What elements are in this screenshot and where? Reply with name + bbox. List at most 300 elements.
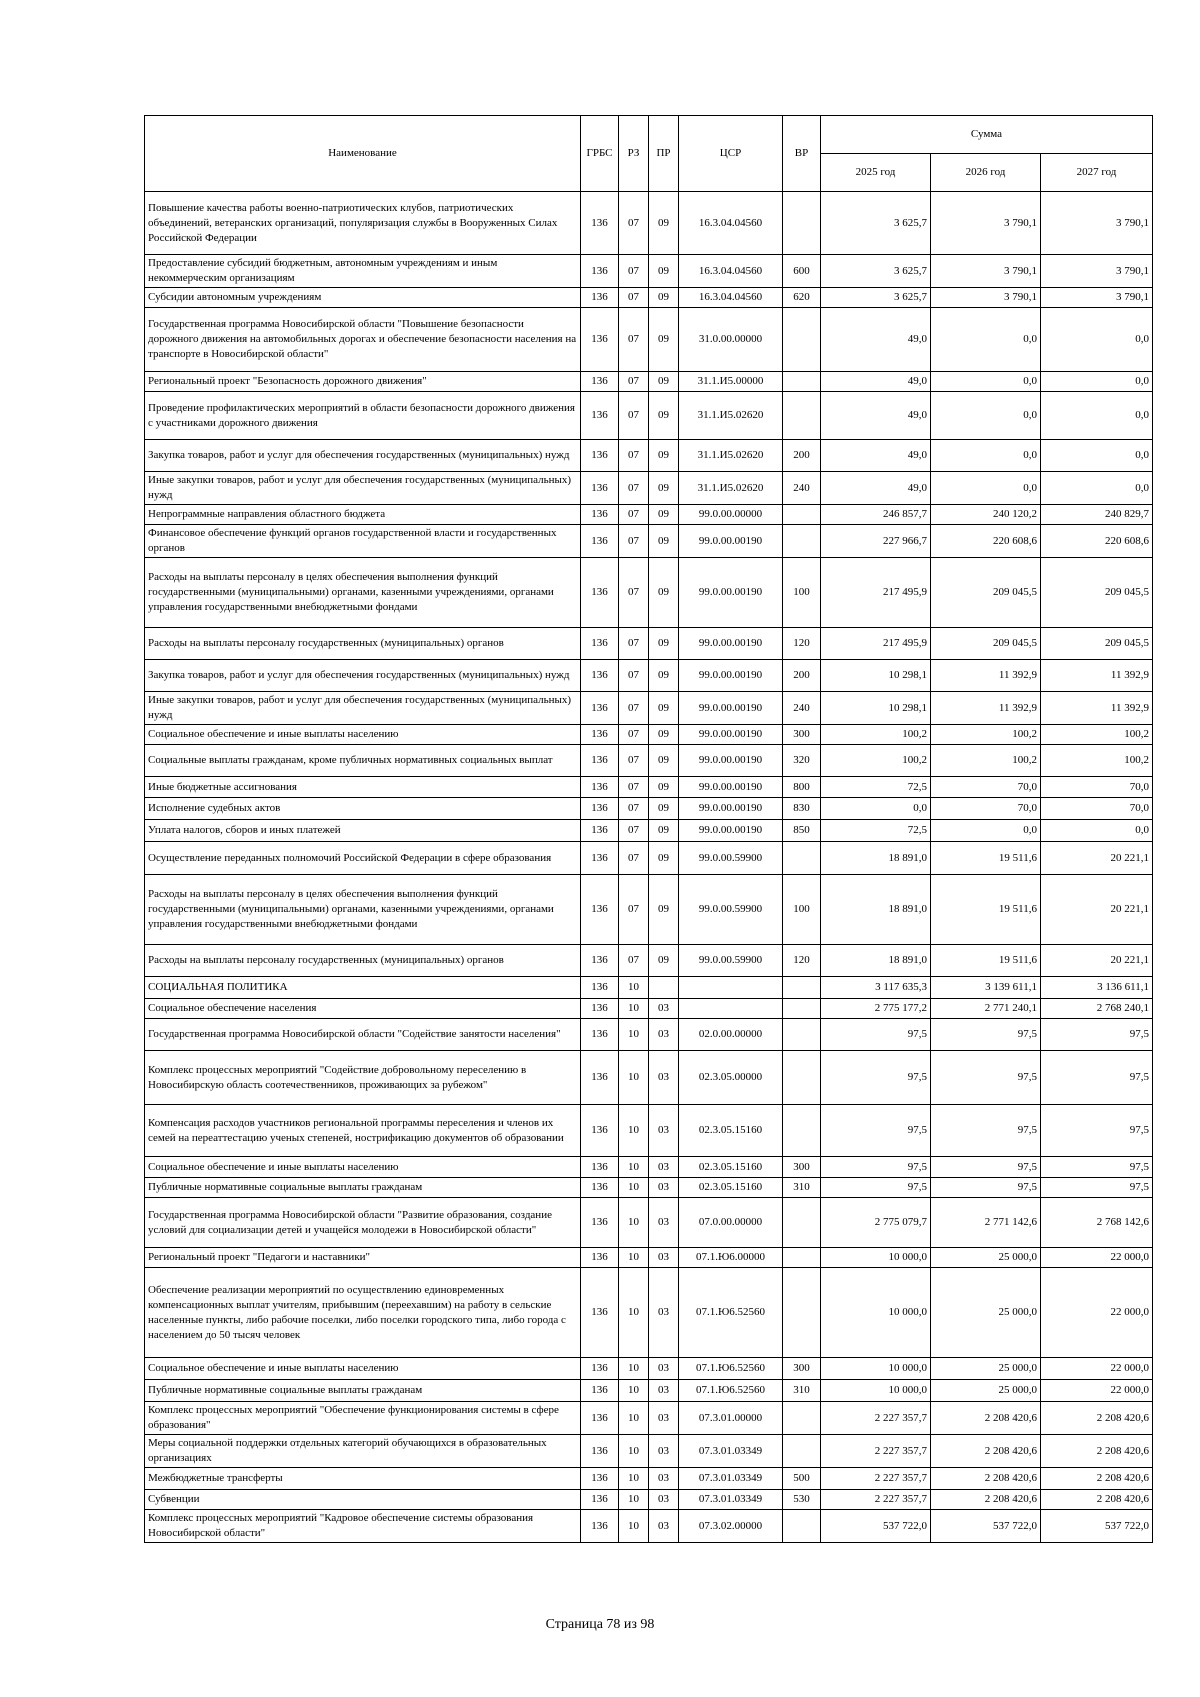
cell-2026: 2 208 420,6 [931, 1490, 1041, 1510]
cell-2026: 209 045,5 [931, 628, 1041, 660]
cell-grbs: 136 [581, 472, 619, 505]
cell-grbs: 136 [581, 1490, 619, 1510]
cell-name: Комплекс процессных мероприятий "Обеспечение функционирования системы в сфере образования" [145, 1402, 581, 1435]
cell-2027: 209 045,5 [1041, 628, 1153, 660]
cell-2027: 0,0 [1041, 308, 1153, 372]
cell-2027: 20 221,1 [1041, 945, 1153, 977]
cell-grbs: 136 [581, 288, 619, 308]
cell-rz: 10 [619, 1268, 649, 1358]
cell-pr: 09 [649, 745, 679, 777]
cell-2027: 22 000,0 [1041, 1380, 1153, 1402]
cell-2025: 2 775 177,2 [821, 999, 931, 1019]
header-vr: ВР [783, 116, 821, 192]
header-pr: ПР [649, 116, 679, 192]
cell-csr: 07.3.02.00000 [679, 1510, 783, 1543]
cell-vr: 240 [783, 692, 821, 725]
cell-name: Комплекс процессных мероприятий "Кадровое обеспечение системы образования Новосибирской области" [145, 1510, 581, 1543]
cell-grbs: 136 [581, 777, 619, 798]
cell-vr [783, 977, 821, 999]
cell-2025: 97,5 [821, 1178, 931, 1198]
cell-vr [783, 1435, 821, 1468]
cell-2027: 3 790,1 [1041, 192, 1153, 255]
cell-grbs: 136 [581, 1105, 619, 1157]
cell-csr: 99.0.00.00190 [679, 798, 783, 820]
cell-csr: 07.3.01.03349 [679, 1468, 783, 1490]
cell-csr: 31.1.И5.02620 [679, 440, 783, 472]
cell-name: Комплекс процессных мероприятий "Содействие добровольному переселению в Новосибирскую область соотечественников, проживающих за рубежом" [145, 1051, 581, 1105]
cell-rz: 07 [619, 472, 649, 505]
cell-name: Предоставление субсидий бюджетным, автономным учреждениям и иным некоммерческим организациям [145, 255, 581, 288]
table-row [145, 1157, 1153, 1178]
cell-2025: 227 966,7 [821, 525, 931, 558]
table-row [145, 820, 1153, 842]
cell-vr [783, 308, 821, 372]
cell-2026: 25 000,0 [931, 1358, 1041, 1380]
cell-vr: 850 [783, 820, 821, 842]
cell-csr: 99.0.00.00190 [679, 820, 783, 842]
cell-2025: 49,0 [821, 392, 931, 440]
cell-csr: 99.0.00.59900 [679, 842, 783, 875]
cell-csr: 31.1.И5.00000 [679, 372, 783, 392]
table-row [145, 745, 1153, 777]
cell-2026: 100,2 [931, 725, 1041, 745]
table-row [145, 1380, 1153, 1402]
cell-2027: 2 208 420,6 [1041, 1468, 1153, 1490]
cell-2026: 3 139 611,1 [931, 977, 1041, 999]
cell-2026: 19 511,6 [931, 945, 1041, 977]
cell-2027: 2 768 142,6 [1041, 1198, 1153, 1248]
cell-name: Осуществление переданных полномочий Российской Федерации в сфере образования [145, 842, 581, 875]
cell-2027: 2 208 420,6 [1041, 1402, 1153, 1435]
cell-2026: 240 120,2 [931, 505, 1041, 525]
cell-2025: 10 000,0 [821, 1380, 931, 1402]
cell-pr: 03 [649, 1358, 679, 1380]
cell-vr [783, 842, 821, 875]
cell-pr: 09 [649, 192, 679, 255]
cell-name: Расходы на выплаты персоналу в целях обеспечения выполнения функций государственными (муниципальными) органами, казенными учреждениями, органами управления государственными внебюджетными фондами [145, 558, 581, 628]
cell-pr: 09 [649, 255, 679, 288]
cell-csr: 07.3.01.03349 [679, 1435, 783, 1468]
cell-csr: 02.3.05.15160 [679, 1178, 783, 1198]
cell-2025: 49,0 [821, 472, 931, 505]
cell-vr [783, 372, 821, 392]
cell-2026: 11 392,9 [931, 692, 1041, 725]
cell-2026: 0,0 [931, 308, 1041, 372]
cell-2026: 0,0 [931, 820, 1041, 842]
cell-rz: 07 [619, 440, 649, 472]
cell-2026: 0,0 [931, 372, 1041, 392]
table-row [145, 628, 1153, 660]
cell-2027: 100,2 [1041, 745, 1153, 777]
cell-pr: 09 [649, 472, 679, 505]
cell-2026: 97,5 [931, 1051, 1041, 1105]
cell-2026: 70,0 [931, 777, 1041, 798]
cell-grbs: 136 [581, 1248, 619, 1268]
cell-rz: 07 [619, 725, 649, 745]
cell-name: Расходы на выплаты персоналу государственных (муниципальных) органов [145, 628, 581, 660]
cell-2026: 3 790,1 [931, 288, 1041, 308]
cell-grbs: 136 [581, 842, 619, 875]
cell-vr [783, 505, 821, 525]
cell-pr: 03 [649, 1490, 679, 1510]
cell-rz: 10 [619, 1490, 649, 1510]
budget-table [144, 115, 1153, 1543]
cell-pr: 03 [649, 1178, 679, 1198]
table-row [145, 777, 1153, 798]
cell-name: Иные закупки товаров, работ и услуг для обеспечения государственных (муниципальных) нужд [145, 472, 581, 505]
cell-2025: 2 227 357,7 [821, 1490, 931, 1510]
cell-rz: 07 [619, 372, 649, 392]
cell-rz: 10 [619, 1051, 649, 1105]
table-row [145, 308, 1153, 372]
table-row [145, 1468, 1153, 1490]
cell-rz: 07 [619, 525, 649, 558]
cell-2027: 2 208 420,6 [1041, 1490, 1153, 1510]
cell-csr [679, 999, 783, 1019]
cell-2027: 2 768 240,1 [1041, 999, 1153, 1019]
header-year-2025: 2025 год [821, 154, 931, 192]
table-body [145, 192, 1153, 1543]
cell-grbs: 136 [581, 1510, 619, 1543]
cell-2026: 220 608,6 [931, 525, 1041, 558]
cell-name: Социальное обеспечение и иные выплаты населению [145, 1157, 581, 1178]
cell-vr [783, 1248, 821, 1268]
cell-2027: 97,5 [1041, 1051, 1153, 1105]
cell-2025: 537 722,0 [821, 1510, 931, 1543]
cell-2025: 18 891,0 [821, 842, 931, 875]
cell-grbs: 136 [581, 1358, 619, 1380]
cell-rz: 10 [619, 1248, 649, 1268]
cell-grbs: 136 [581, 392, 619, 440]
cell-2027: 20 221,1 [1041, 875, 1153, 945]
cell-pr: 09 [649, 505, 679, 525]
cell-2025: 10 000,0 [821, 1248, 931, 1268]
cell-2026: 97,5 [931, 1019, 1041, 1051]
cell-vr [783, 1019, 821, 1051]
cell-grbs: 136 [581, 798, 619, 820]
cell-2026: 2 771 142,6 [931, 1198, 1041, 1248]
cell-2027: 11 392,9 [1041, 692, 1153, 725]
table-row [145, 1019, 1153, 1051]
cell-2027: 537 722,0 [1041, 1510, 1153, 1543]
cell-vr [783, 1051, 821, 1105]
header-grbs: ГРБС [581, 116, 619, 192]
cell-pr: 09 [649, 440, 679, 472]
cell-2025: 49,0 [821, 440, 931, 472]
cell-grbs: 136 [581, 1402, 619, 1435]
cell-pr: 09 [649, 875, 679, 945]
cell-2026: 25 000,0 [931, 1380, 1041, 1402]
cell-pr: 09 [649, 288, 679, 308]
table-row [145, 192, 1153, 255]
cell-rz: 07 [619, 192, 649, 255]
cell-2025: 18 891,0 [821, 945, 931, 977]
cell-2025: 246 857,7 [821, 505, 931, 525]
cell-pr: 09 [649, 777, 679, 798]
header-rz: РЗ [619, 116, 649, 192]
cell-name: Социальное обеспечение и иные выплаты населению [145, 725, 581, 745]
header-sum: Сумма [821, 116, 1153, 154]
cell-2026: 2 208 420,6 [931, 1435, 1041, 1468]
cell-2026: 3 790,1 [931, 192, 1041, 255]
cell-2026: 19 511,6 [931, 875, 1041, 945]
cell-2026: 0,0 [931, 392, 1041, 440]
cell-csr: 99.0.00.00190 [679, 660, 783, 692]
cell-csr: 16.3.04.04560 [679, 255, 783, 288]
cell-2025: 3 117 635,3 [821, 977, 931, 999]
cell-pr: 09 [649, 628, 679, 660]
cell-grbs: 136 [581, 945, 619, 977]
cell-pr: 03 [649, 1435, 679, 1468]
cell-grbs: 136 [581, 628, 619, 660]
cell-grbs: 136 [581, 505, 619, 525]
table-row [145, 558, 1153, 628]
table-row [145, 1178, 1153, 1198]
cell-name: Государственная программа Новосибирской области "Содействие занятости населения" [145, 1019, 581, 1051]
table-row [145, 1248, 1153, 1268]
cell-name: Закупка товаров, работ и услуг для обеспечения государственных (муниципальных) нужд [145, 440, 581, 472]
cell-rz: 07 [619, 288, 649, 308]
cell-2027: 3 790,1 [1041, 288, 1153, 308]
cell-name: Расходы на выплаты персоналу государственных (муниципальных) органов [145, 945, 581, 977]
cell-vr: 200 [783, 660, 821, 692]
cell-pr: 03 [649, 1248, 679, 1268]
table-row [145, 1510, 1153, 1543]
cell-2027: 209 045,5 [1041, 558, 1153, 628]
cell-grbs: 136 [581, 1178, 619, 1198]
cell-vr [783, 525, 821, 558]
cell-name: Субсидии автономным учреждениям [145, 288, 581, 308]
cell-grbs: 136 [581, 1051, 619, 1105]
cell-rz: 07 [619, 692, 649, 725]
cell-grbs: 136 [581, 1268, 619, 1358]
cell-name: Закупка товаров, работ и услуг для обеспечения государственных (муниципальных) нужд [145, 660, 581, 692]
cell-name: Компенсация расходов участников региональной программы переселения и членов их семей на переаттестацию ученых степеней, нострификацию документов об образовании [145, 1105, 581, 1157]
page-number: Страница 78 из 98 [545, 1617, 655, 1632]
table-row [145, 660, 1153, 692]
header-year-2027: 2027 год [1041, 154, 1153, 192]
cell-pr: 09 [649, 820, 679, 842]
cell-vr: 600 [783, 255, 821, 288]
cell-name: Социальное обеспечение населения [145, 999, 581, 1019]
cell-rz: 07 [619, 628, 649, 660]
cell-vr: 120 [783, 628, 821, 660]
table-row [145, 505, 1153, 525]
cell-vr [783, 1402, 821, 1435]
cell-vr: 620 [783, 288, 821, 308]
cell-2027: 22 000,0 [1041, 1268, 1153, 1358]
table-row [145, 692, 1153, 725]
cell-name: Государственная программа Новосибирской области "Повышение безопасности дорожного движения на автомобильных дорогах и обеспечение безопасности населения на транспорте в Новосибирской области" [145, 308, 581, 372]
cell-2025: 2 227 357,7 [821, 1402, 931, 1435]
cell-rz: 07 [619, 798, 649, 820]
cell-pr: 09 [649, 945, 679, 977]
table-row [145, 1051, 1153, 1105]
cell-csr: 99.0.00.00190 [679, 628, 783, 660]
cell-2026: 97,5 [931, 1157, 1041, 1178]
cell-csr: 07.1.Ю6.52560 [679, 1268, 783, 1358]
header-csr: ЦСР [679, 116, 783, 192]
cell-csr: 99.0.00.00190 [679, 745, 783, 777]
cell-rz: 10 [619, 1380, 649, 1402]
cell-name: СОЦИАЛЬНАЯ ПОЛИТИКА [145, 977, 581, 999]
cell-name: Повышение качества работы военно-патриотических клубов, патриотических объединений, ветеранских организаций, популяризация службы в Вооруженных Силах Российской Федерации [145, 192, 581, 255]
cell-2025: 0,0 [821, 798, 931, 820]
cell-rz: 07 [619, 660, 649, 692]
cell-grbs: 136 [581, 308, 619, 372]
cell-csr: 16.3.04.04560 [679, 192, 783, 255]
cell-2026: 2 208 420,6 [931, 1402, 1041, 1435]
cell-2027: 11 392,9 [1041, 660, 1153, 692]
cell-vr [783, 1510, 821, 1543]
cell-2027: 0,0 [1041, 440, 1153, 472]
cell-pr: 03 [649, 1268, 679, 1358]
cell-2027: 2 208 420,6 [1041, 1435, 1153, 1468]
cell-name: Обеспечение реализации мероприятий по осуществлению единовременных компенсационных выплат учителям, прибывшим (переехавшим) на работу в сельские населенные пункты, либо рабочие поселки, либо поселки городского типа, либо города с населением до 50 тысяч человек [145, 1268, 581, 1358]
cell-2025: 2 775 079,7 [821, 1198, 931, 1248]
cell-pr: 03 [649, 1468, 679, 1490]
table-row [145, 288, 1153, 308]
cell-vr: 320 [783, 745, 821, 777]
cell-csr: 99.0.00.59900 [679, 875, 783, 945]
cell-rz: 07 [619, 505, 649, 525]
cell-vr [783, 1105, 821, 1157]
cell-grbs: 136 [581, 725, 619, 745]
cell-csr: 02.0.00.00000 [679, 1019, 783, 1051]
cell-2025: 3 625,7 [821, 192, 931, 255]
cell-2026: 11 392,9 [931, 660, 1041, 692]
table-row [145, 999, 1153, 1019]
cell-pr: 09 [649, 725, 679, 745]
cell-grbs: 136 [581, 999, 619, 1019]
table-row [145, 255, 1153, 288]
cell-name: Социальные выплаты гражданам, кроме публичных нормативных социальных выплат [145, 745, 581, 777]
cell-csr: 07.0.00.00000 [679, 1198, 783, 1248]
cell-rz: 10 [619, 1468, 649, 1490]
table-row [145, 725, 1153, 745]
cell-grbs: 136 [581, 255, 619, 288]
cell-grbs: 136 [581, 875, 619, 945]
cell-2025: 49,0 [821, 372, 931, 392]
table-row [145, 525, 1153, 558]
table-row [145, 1268, 1153, 1358]
cell-rz: 10 [619, 1358, 649, 1380]
cell-rz: 10 [619, 1435, 649, 1468]
cell-2026: 537 722,0 [931, 1510, 1041, 1543]
cell-csr: 31.0.00.00000 [679, 308, 783, 372]
table-row [145, 1490, 1153, 1510]
cell-grbs: 136 [581, 192, 619, 255]
table-row [145, 977, 1153, 999]
cell-rz: 07 [619, 255, 649, 288]
cell-rz: 07 [619, 558, 649, 628]
cell-name: Проведение профилактических мероприятий в области безопасности дорожного движения с участниками дорожного движения [145, 392, 581, 440]
cell-csr: 31.1.И5.02620 [679, 392, 783, 440]
cell-vr: 200 [783, 440, 821, 472]
cell-2027: 97,5 [1041, 1157, 1153, 1178]
cell-csr: 99.0.00.00190 [679, 725, 783, 745]
table-row [145, 1358, 1153, 1380]
cell-grbs: 136 [581, 440, 619, 472]
cell-pr: 03 [649, 1019, 679, 1051]
cell-2026: 0,0 [931, 472, 1041, 505]
cell-2027: 240 829,7 [1041, 505, 1153, 525]
table-row [145, 472, 1153, 505]
cell-2027: 97,5 [1041, 1105, 1153, 1157]
cell-pr [649, 977, 679, 999]
cell-name: Уплата налогов, сборов и иных платежей [145, 820, 581, 842]
cell-pr: 03 [649, 1510, 679, 1543]
cell-2025: 10 000,0 [821, 1268, 931, 1358]
cell-pr: 03 [649, 1380, 679, 1402]
cell-name: Иные бюджетные ассигнования [145, 777, 581, 798]
cell-2027: 20 221,1 [1041, 842, 1153, 875]
cell-grbs: 136 [581, 525, 619, 558]
cell-vr [783, 392, 821, 440]
cell-pr: 09 [649, 372, 679, 392]
cell-grbs: 136 [581, 1157, 619, 1178]
cell-2025: 2 227 357,7 [821, 1468, 931, 1490]
cell-pr: 09 [649, 558, 679, 628]
cell-grbs: 136 [581, 1435, 619, 1468]
cell-2025: 100,2 [821, 725, 931, 745]
cell-vr [783, 999, 821, 1019]
cell-name: Расходы на выплаты персоналу в целях обеспечения выполнения функций государственными (муниципальными) органами, казенными учреждениями, органами управления государственными внебюджетными фондами [145, 875, 581, 945]
cell-name: Региональный проект "Педагоги и наставники" [145, 1248, 581, 1268]
cell-grbs: 136 [581, 1468, 619, 1490]
cell-2027: 100,2 [1041, 725, 1153, 745]
cell-csr: 99.0.00.00190 [679, 692, 783, 725]
cell-vr: 100 [783, 875, 821, 945]
cell-grbs: 136 [581, 558, 619, 628]
cell-2027: 97,5 [1041, 1019, 1153, 1051]
cell-grbs: 136 [581, 820, 619, 842]
cell-2027: 3 790,1 [1041, 255, 1153, 288]
cell-rz: 07 [619, 745, 649, 777]
cell-csr: 07.1.Ю6.52560 [679, 1380, 783, 1402]
cell-vr: 300 [783, 1157, 821, 1178]
cell-2026: 2 208 420,6 [931, 1468, 1041, 1490]
cell-pr: 03 [649, 1198, 679, 1248]
cell-pr: 03 [649, 1157, 679, 1178]
cell-grbs: 136 [581, 372, 619, 392]
cell-2027: 22 000,0 [1041, 1358, 1153, 1380]
cell-2026: 100,2 [931, 745, 1041, 777]
cell-rz: 07 [619, 392, 649, 440]
cell-2027: 3 136 611,1 [1041, 977, 1153, 999]
cell-pr: 03 [649, 1105, 679, 1157]
cell-rz: 07 [619, 820, 649, 842]
cell-grbs: 136 [581, 1380, 619, 1402]
cell-vr: 300 [783, 725, 821, 745]
cell-grbs: 136 [581, 660, 619, 692]
cell-csr: 07.3.01.00000 [679, 1402, 783, 1435]
cell-2026: 3 790,1 [931, 255, 1041, 288]
cell-2026: 19 511,6 [931, 842, 1041, 875]
cell-2025: 97,5 [821, 1051, 931, 1105]
cell-pr: 09 [649, 660, 679, 692]
cell-rz: 10 [619, 1178, 649, 1198]
table-row [145, 1402, 1153, 1435]
cell-pr: 09 [649, 525, 679, 558]
cell-2025: 10 000,0 [821, 1358, 931, 1380]
cell-2025: 10 298,1 [821, 692, 931, 725]
cell-2026: 70,0 [931, 798, 1041, 820]
cell-csr: 99.0.00.00190 [679, 558, 783, 628]
cell-2027: 97,5 [1041, 1178, 1153, 1198]
cell-2027: 0,0 [1041, 472, 1153, 505]
cell-2027: 0,0 [1041, 392, 1153, 440]
